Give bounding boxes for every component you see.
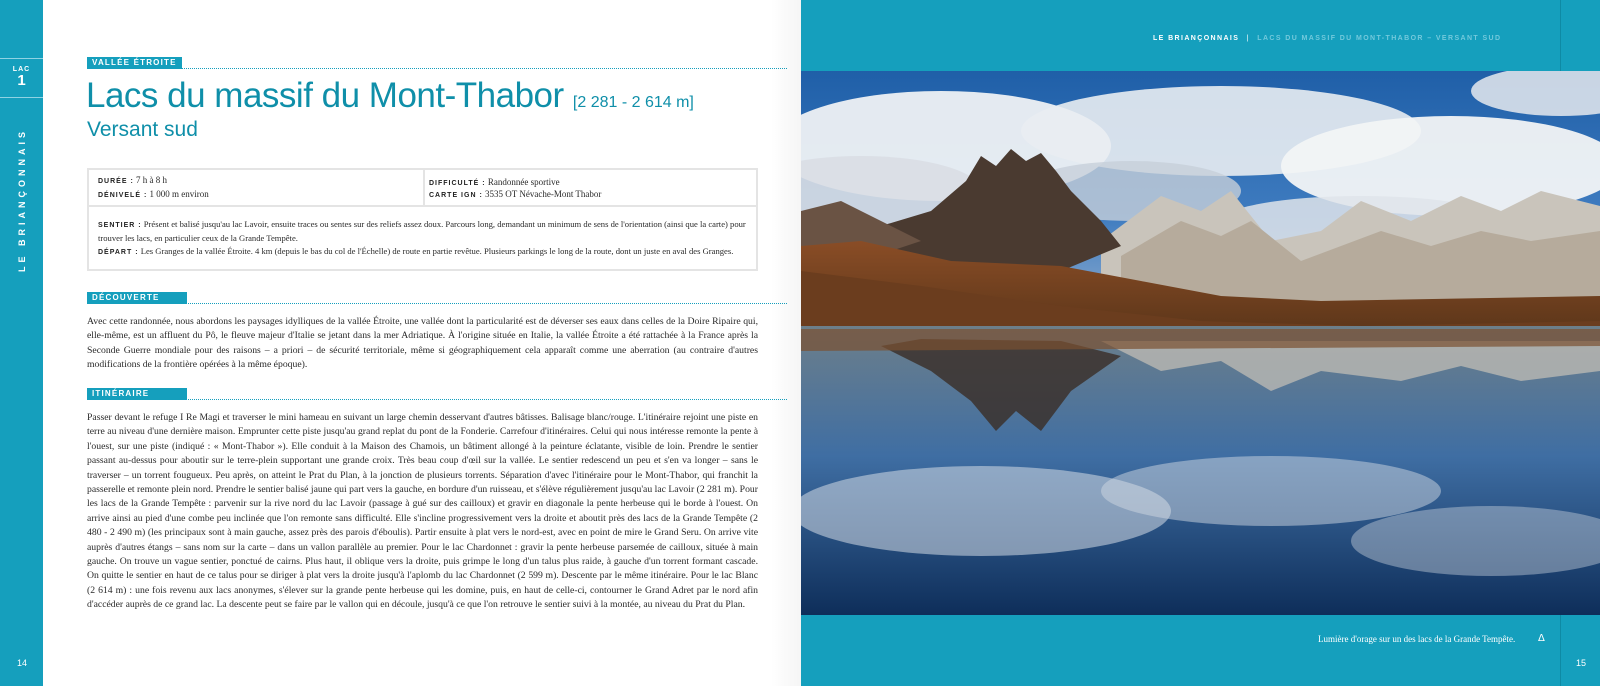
info-sentier: SENTIER : Présent et balisé jusqu'au lac Lavoir, ensuite traces ou sentes sur des reliefs assez doux. Parcours long, demandant un minimum de sens de l'orientation (ainsi que la carte) pour trouver les lacs, en particulier ceux de la Grande Tempête.	[98, 219, 746, 243]
itineraire-heading: ITINÉRAIRE	[87, 388, 187, 400]
info-denivele: DÉNIVELÉ : 1 000 m environ	[98, 189, 209, 199]
info-top-row	[89, 170, 756, 207]
section-tag-row	[87, 57, 787, 69]
lac-label: LAC	[12, 66, 31, 73]
info-duree: DURÉE : 7 h à 8 h	[98, 175, 168, 185]
header-main: LE BRIANÇONNAIS	[1153, 35, 1240, 42]
info-difficulte: DIFFICULTÉ : Randonnée sportive	[429, 177, 560, 187]
lake-photo	[801, 71, 1600, 615]
info-details	[98, 218, 747, 259]
decouverte-tag-row	[87, 292, 787, 304]
running-header	[1153, 35, 1501, 42]
vertical-region-label: LE BRIANÇONNAIS	[17, 127, 27, 273]
section-tag: VALLÉE ÉTROITE	[87, 57, 182, 69]
lake-photo-illustration	[801, 71, 1600, 615]
info-box	[87, 168, 758, 271]
info-column-divider	[423, 170, 425, 207]
page-title	[86, 76, 694, 116]
dotted-rule	[87, 399, 787, 400]
header-separator: |	[1246, 35, 1250, 42]
dotted-rule	[87, 303, 787, 304]
decouverte-text: Avec cette randonnée, nous abordons les paysages idylliques de la vallée Étroite, une vallée dont la particularité est de déverser ses eaux dans celles de la Doire Ripaire qui, elle-même, est un affluent du Pô, le fleuve majeur d'Italie se jetant dans la mer Adriatique. À l'origine située en Italie, la vallée Étroite a été rattachée à la France après la Seconde Guerre mondiale pour des raisons – a priori – de sécurité territoriale, même si géographiquement cela apparaît comme une aberration (au contraire d'autres modifications de la frontière opérées à la même époque).	[87, 316, 758, 371]
page-subtitle: Versant sud	[87, 118, 198, 141]
left-side-strip	[0, 0, 43, 686]
header-sub: LACS DU MASSIF DU MONT-THABOR – VERSANT SUD	[1257, 35, 1502, 42]
title-main: Lacs du massif du Mont-Thabor	[86, 76, 564, 115]
delta-icon: Δ	[1538, 633, 1545, 644]
photo-caption: Lumière d'orage sur un des lacs de la Grande Tempête.	[1318, 634, 1516, 644]
info-carte: CARTE IGN : 3535 OT Névache-Mont Thabor	[429, 189, 602, 199]
info-depart: DÉPART : Les Granges de la vallée Étroite. 4 km (depuis le bas du col de l'Échelle) de route en partie revêtue. Plusieurs parkings le long de la route, dont un juste en aval des Granges.	[98, 246, 734, 256]
decouverte-heading: DÉCOUVERTE	[87, 292, 187, 304]
lac-number-box	[0, 58, 43, 98]
right-page-number: 15	[1576, 658, 1587, 668]
dotted-rule	[87, 68, 787, 69]
left-page-number: 14	[17, 658, 28, 668]
itineraire-tag-row	[87, 388, 787, 400]
spine-shadow	[770, 0, 801, 686]
lac-number: 1	[17, 72, 26, 89]
title-altitude: [2 281 - 2 614 m]	[572, 94, 694, 111]
itineraire-text: Passer devant le refuge I Re Magi et traverser le mini hameau en suivant un large chemin desservant d'autres bâtisses. Balisage blanc/rouge. L'itinéraire rejoint une piste en terre au niveau d'une dernière maison. Emprunter cette piste jusqu'au grand replat du pont de la Fonderie. Carrefour d'itinéraires. Celui qui nous intéresse remonte la pente à l'ouest, sur une piste (indiqué : « Mont-Thabor »). Elle conduit à la Maison des Chamois, un bâtiment allongé à la peinture éclatante, visible de loin. Prendre le sentier passant au-dessus pour aboutir sur le terre-plein supportant une grande croix. Très beau coup d'œil sur la vallée. Le sentier redescend un peu et s'en va longer – sans le traverser – un torrent fougueux. Peu après, on atteint le Prat du Plan, à la jonction de plusieurs torrents. Séparation d'avec l'itinéraire pour le Mont-Thabor, qui franchit la passerelle et remonte plein nord. Prendre le sentier balisé jaune qui part vers la gauche, en bordure d'un ruisseau, et s'élève régulièrement jusqu'au lac Lavoir (2 281 m). Pour les lacs de la Grande Tempête : parvenir sur la rive nord du lac Lavoir (passage à gué sur des cailloux) et gravir en diagonale la pente herbeuse qui le borde à l'ouest. On arrive ainsi au pied d'une combe peu inclinée que l'on remonte sans difficulté. Elle s'incline progressivement vers la droite et aboutit près des lacs de la Grande Tempête (2 480 - 2 490 m) (les principaux sont à main gauche, assez près des parois d'éboulis). Partir ensuite à plat vers le nord-est, avec en point de mire le Grand Seru. On arrive vite auprès d'autres étangs – sans nom sur la carte – dans un vallon parallèle au premier. Pour le lac Chardonnet : gravir la pente herbeuse parsemée de cailloux, située à main gauche. On trouve un vague sentier, ponctué de cairns. Plus haut, il oblique vers la droite, puis grimpe le long d'un talus plus raide, à gauche d'un torrent formant cascade. On quitte le sentier en haut de ce talus pour se diriger à plat vers la droite jusqu'à l'aplomb du lac Chardonnet (2 599 m). Descente par le même itinéraire. Pour le lac Blanc (2 614 m) : une fois revenu aux lacs anonymes, s'élever sur la grande pente herbeuse qui les domine, puis, en haut de celle-ci, contourner le Grand Adret par le nord afin d'accéder auprès de ce grand lac. La descente peut se faire par le vallon qui en découle, jusqu'à ce que l'on retrouve le sentier suivi à la montée, au niveau du Prat du Plan.	[87, 412, 758, 611]
